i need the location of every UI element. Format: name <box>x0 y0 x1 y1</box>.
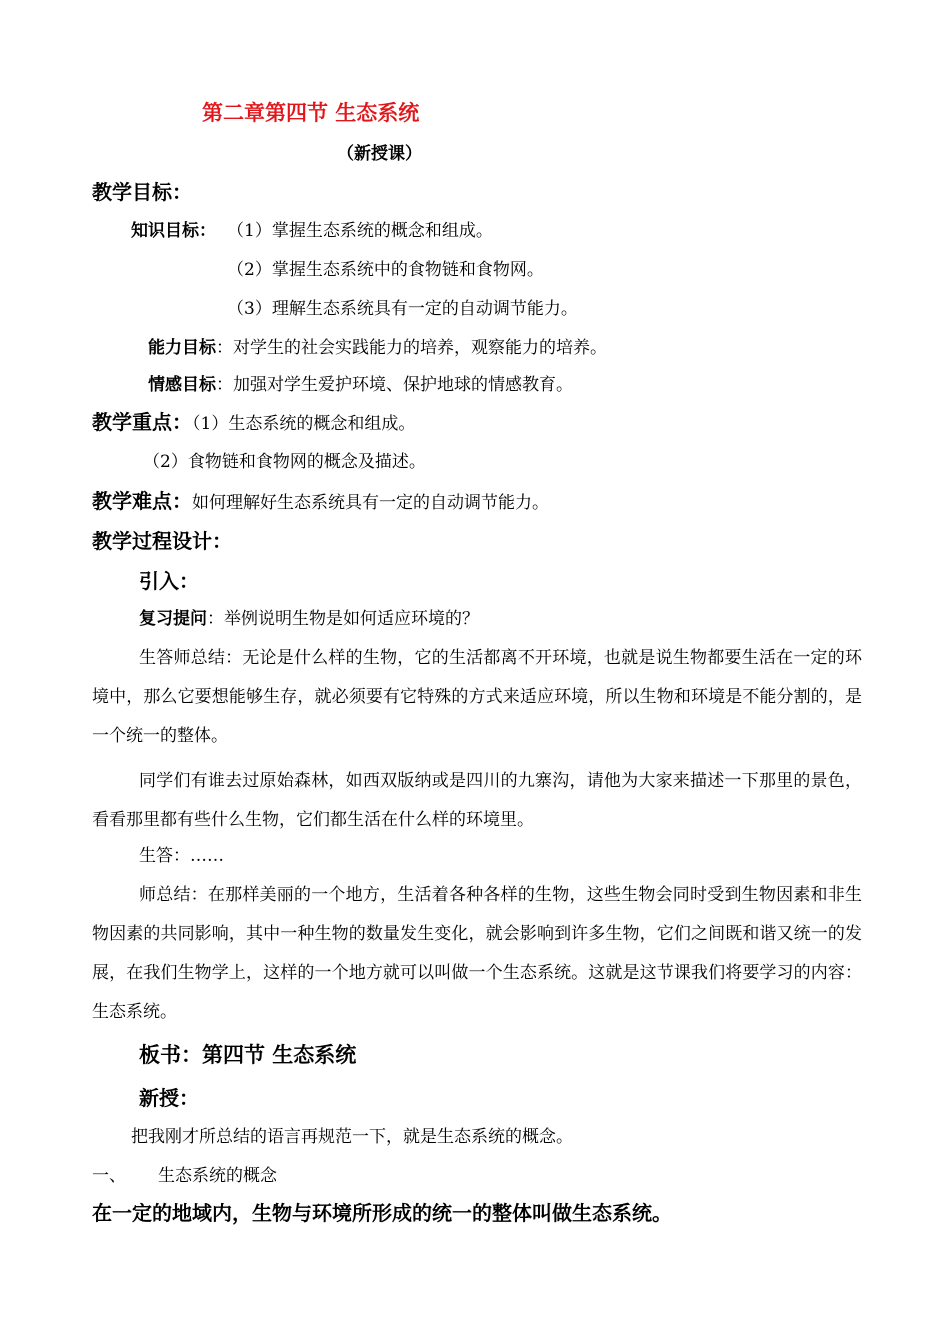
key-point-2: （2）食物链和食物网的概念及描述。 <box>143 452 426 472</box>
key-points <box>92 411 415 435</box>
ability-text: ：对学生的社会实践能力的培养，观察能力的培养。 <box>216 338 607 358</box>
page-subtitle: （新授课） <box>337 144 422 164</box>
page-title: 第二章第四节 生态系统 <box>202 100 420 125</box>
paragraph-teacher-conclusion: 师总结：在那样美丽的一个地方，生活着各种各样的生物，这些生物会同时受到生物因素和非生物因素的共同影响，其中一种生物的数量发生变化，就会影响到许多生物，它们之间既和谐又统一的发展，在我们生物学上，这样的一个地方就可以叫做一个生态系统。这就是这节课我们将要学习的内容：生态系统。 <box>92 885 862 1022</box>
ability-label: 能力目标 <box>148 338 216 358</box>
key-points-label: 教学重点： <box>92 410 192 434</box>
review-label: 复习提问 <box>139 609 207 629</box>
intro-label: 引入： <box>139 569 199 593</box>
emotion-text: ：加强对学生爱护环境、保护地球的情感教育。 <box>216 375 573 395</box>
knowledge-label: 知识目标： <box>131 221 216 241</box>
board-heading: 板书：第四节 生态系统 <box>139 1042 357 1067</box>
objectives-heading: 教学目标： <box>92 180 192 204</box>
emotion-label: 情感目标 <box>148 375 216 395</box>
review-question <box>139 608 479 630</box>
knowledge-item-2: （2）掌握生态系统中的食物链和食物网。 <box>227 260 544 280</box>
emotion-objective <box>148 374 573 396</box>
difficulty-label: 教学难点： <box>92 489 192 513</box>
knowledge-item-1: （1）掌握生态系统的概念和组成。 <box>227 221 493 241</box>
ecosystem-definition: 在一定的地域内，生物与环境所形成的统一的整体叫做生态系统。 <box>92 1201 672 1225</box>
section-title: 生态系统的概念 <box>158 1166 277 1186</box>
new-teaching-text: 把我刚才所总结的语言再规范一下，就是生态系统的概念。 <box>131 1127 573 1147</box>
ability-objective <box>148 337 607 359</box>
review-text: ：举例说明生物是如何适应环境的？ <box>207 609 479 629</box>
difficulty <box>92 490 549 514</box>
student-answer: 生答：…… <box>139 846 224 866</box>
key-point-1: （1）生态系统的概念和组成。 <box>192 414 416 434</box>
paragraph-teacher-summary: 生答师总结：无论是什么样的生物，它的生活都离不开环境，也就是说生物都要生活在一定的环境中，那么它要想能够生存，就必须要有它特殊的方式来适应环境，所以生物和环境是不能分割的，是一个统一的整体。 <box>92 648 862 746</box>
section-number: 一、 <box>92 1166 126 1186</box>
paragraph-forest-question: 同学们有谁去过原始森林，如西双版纳或是四川的九寨沟，请他为大家来描述一下那里的景色，看看那里都有些什么生物，它们都生活在什么样的环境里。 <box>92 771 862 830</box>
process-heading: 教学过程设计： <box>92 529 232 553</box>
knowledge-item-3: （3）理解生态系统具有一定的自动调节能力。 <box>227 299 578 319</box>
difficulty-text: 如何理解好生态系统具有一定的自动调节能力。 <box>192 493 549 513</box>
new-teaching-label: 新授： <box>139 1086 199 1110</box>
